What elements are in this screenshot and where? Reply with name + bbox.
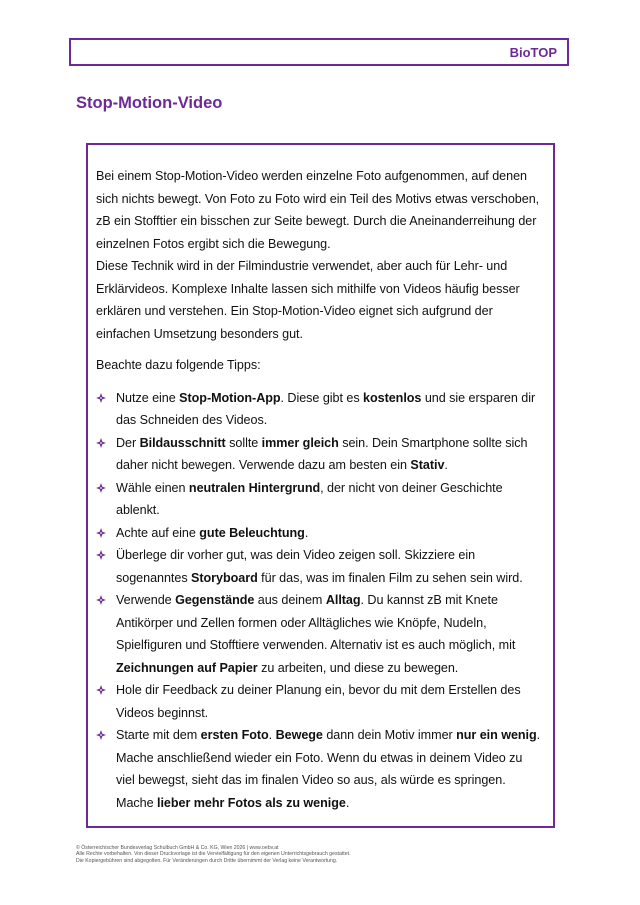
tip-emphasis: kostenlos (363, 390, 422, 405)
tip-segment: Der (116, 435, 140, 450)
tip-text (116, 481, 503, 518)
diamond-bullet-icon (96, 477, 108, 499)
diamond-bullet-icon (96, 589, 108, 611)
intro-paragraph-1: Bei einem Stop-Motion-Video werden einzelne Foto aufgenommen, auf denen sich nichts bewegt. Von Foto zu Foto wird ein Teil des Motivs etwas verschoben, zB ein Stofftier ein bisschen zur Seite bewegt. Durch die Aneinanderreihung der einzelnen Fotos ergibt sich die Bewegung. (96, 169, 540, 251)
tip-segment: . Mache anschließend wieder ein Foto. Wenn du etwas in deinem Video zu viel bewegst, sieht das im finalen Video so aus, als würde es springen. Mache (116, 728, 541, 810)
tip-item (96, 387, 544, 432)
tip-emphasis: Stop-Motion-App (179, 390, 281, 405)
diamond-bullet-icon (96, 724, 108, 746)
intro-paragraph-2: Diese Technik wird in der Filmindustrie verwendet, aber auch für Lehr- und Erklärvideos. Komplexe Inhalte lassen sich mithilfe von Videos häufig besser erklären und verstehen. Ein Stop-Motion-Video eignet sich aufgrund der einfachen Umsetzung besonders gut. (96, 259, 520, 341)
tip-segment: , der nicht von deiner Geschichte ablenkt. (116, 480, 503, 517)
tip-segment: und sie ersparen dir das Schneiden des Videos. (116, 390, 536, 427)
footer (76, 845, 351, 864)
header-bar (69, 38, 569, 66)
diamond-bullet-icon (96, 387, 108, 409)
tip-segment: sein. Dein Smartphone sollte sich daher nicht bewegen. Verwende dazu am besten ein (116, 435, 528, 472)
footer-disclaimer: Die Kopiergebühren sind abgegolten. Für Veränderungen durch Dritte übernimmt der Verlag keine Verantwortung. (76, 857, 338, 864)
tip-segment: Verwende (116, 593, 176, 607)
tip-segment: . (444, 458, 448, 472)
tip-emphasis: Bildausschnitt (139, 435, 226, 450)
tip-emphasis: Bewege (275, 728, 323, 742)
tip-text (116, 436, 527, 473)
tip-text (116, 728, 540, 810)
tip-segment: aus deinem (254, 593, 326, 607)
tip-emphasis: nur ein wenig (456, 728, 537, 742)
tip-emphasis: Stativ (410, 458, 445, 472)
intro-text (96, 165, 544, 345)
tip-item (96, 679, 544, 724)
tip-item (96, 544, 544, 589)
tip-text (116, 593, 515, 675)
tip-text (116, 548, 523, 585)
tips-heading: Beachte dazu folgende Tipps: (96, 358, 261, 372)
tip-text (116, 391, 535, 428)
tip-segment: . (345, 795, 350, 810)
tip-segment: . (304, 525, 309, 540)
diamond-bullet-icon (96, 432, 108, 454)
tip-segment: Wähle einen (116, 480, 189, 495)
tip-text (116, 683, 521, 720)
tip-emphasis: gute Beleuchtung (199, 525, 305, 540)
tip-item (96, 432, 544, 477)
tip-emphasis: neutralen Hintergrund (188, 480, 321, 495)
tip-segment: Achte auf eine (116, 525, 200, 540)
tip-item (96, 589, 544, 679)
footer-rights: Alle Rechte vorbehalten. Von dieser Druckvorlage ist die Vervielfältigung für den eigenen Unterrichtsgebrauch gestattet. (76, 851, 351, 858)
tip-segment: Starte mit dem (116, 728, 201, 742)
tip-segment: . (268, 728, 276, 742)
tip-segment: für das, was im finalen Film zu sehen sein wird. (257, 570, 523, 585)
tip-segment: . Du kannst zB mit Knete Antikörper und Zellen formen oder Alltägliches wie Knöpfe, Nudeln, Spielfiguren und Stofftiere verwenden. Alternativ ist es auch möglich, mit (116, 593, 516, 652)
tip-segment: dann dein Motiv immer (322, 728, 457, 742)
tip-segment: Überlege dir vorher gut, was dein Video zeigen soll. Skizziere ein sogenanntes (116, 548, 476, 585)
diamond-bullet-icon (96, 544, 108, 566)
tip-segment: sollte (225, 435, 262, 450)
diamond-bullet-icon (96, 522, 108, 544)
tips-list (96, 387, 544, 815)
tip-item (96, 724, 544, 814)
tip-emphasis: Gegenstände (175, 593, 255, 607)
content-body (96, 165, 544, 814)
page-title: Stop-Motion-Video (76, 94, 223, 112)
tip-segment: Nutze eine (116, 390, 180, 405)
brand-label: BioTOP (509, 45, 557, 60)
tip-emphasis: ersten Foto (200, 728, 269, 742)
tip-emphasis: Storyboard (191, 570, 258, 585)
tip-emphasis: immer gleich (261, 435, 339, 450)
content-box (86, 143, 555, 828)
tip-segment: . Diese gibt es (280, 390, 364, 405)
tip-item (96, 477, 544, 522)
tip-emphasis: Alltag (325, 593, 361, 607)
tip-text (116, 526, 308, 540)
footer-copyright: © Österreichischer Bundesverlag Schulbuch GmbH & Co. KG, Wien 2026 | www.oebv.at (76, 845, 279, 851)
tip-emphasis: Zeichnungen auf Papier (116, 660, 258, 675)
tip-item (96, 522, 544, 545)
tip-emphasis: lieber mehr Fotos als zu wenige (157, 795, 346, 810)
diamond-bullet-icon (96, 679, 108, 701)
tip-segment: Hole dir Feedback zu deiner Planung ein, bevor du mit dem Erstellen des Videos beginnst. (116, 683, 521, 720)
tip-segment: zu arbeiten, und diese zu bewegen. (257, 660, 459, 675)
